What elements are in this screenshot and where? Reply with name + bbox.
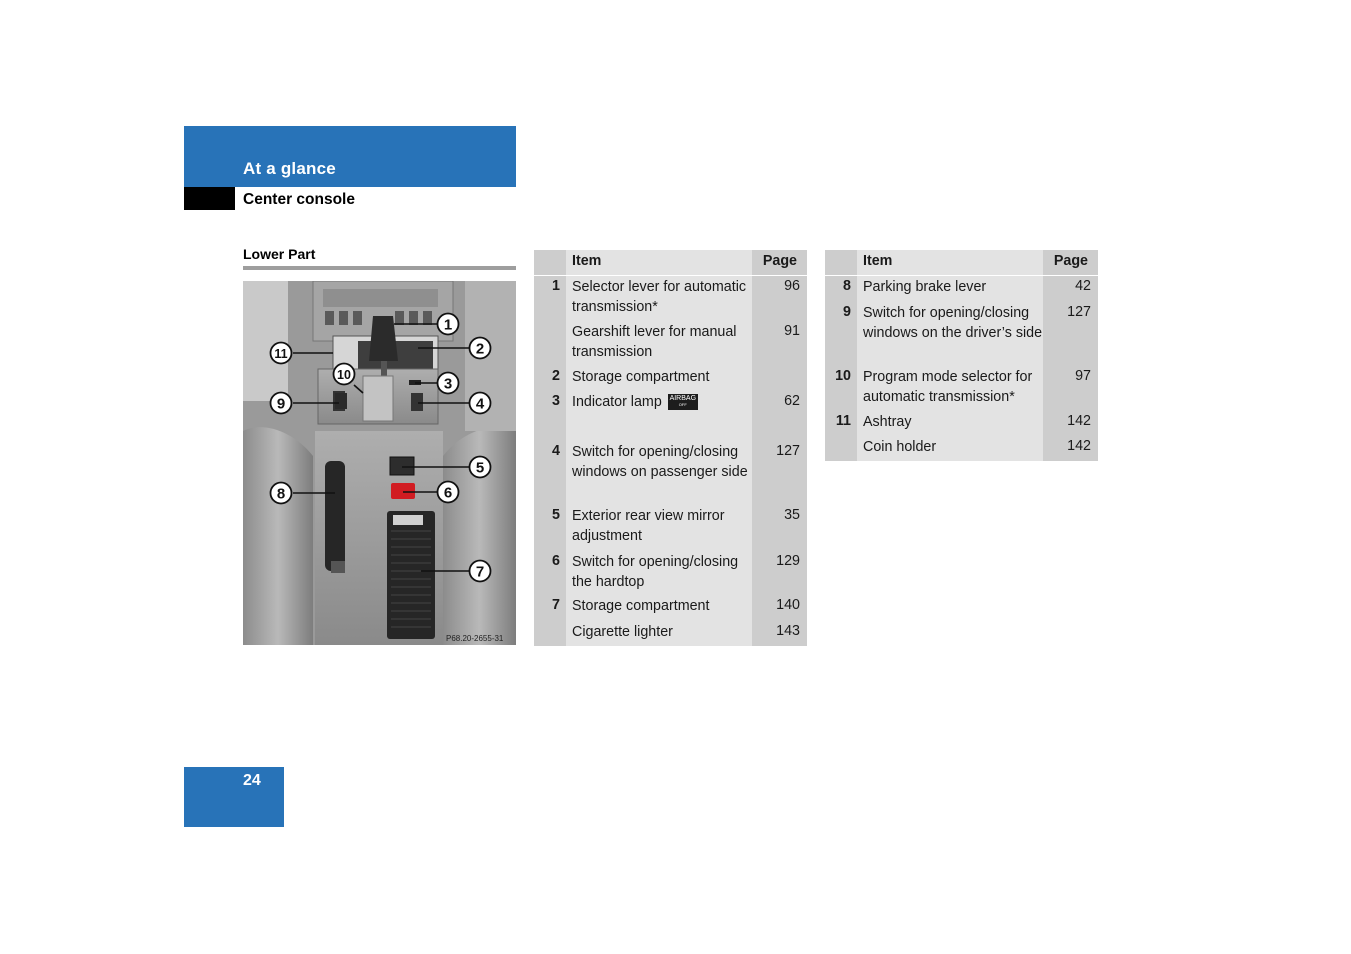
callout-8 xyxy=(271,483,292,504)
page-number: 24 xyxy=(243,772,261,789)
table-header xyxy=(534,250,807,276)
callout-4 xyxy=(470,393,491,414)
svg-text:5: 5 xyxy=(475,459,485,477)
callout-5 xyxy=(470,457,491,478)
svg-text:8: 8 xyxy=(276,485,286,503)
svg-text:6: 6 xyxy=(443,484,453,502)
header-page: Page xyxy=(762,253,797,269)
header-item: Item xyxy=(572,253,602,269)
figure-code: P68.20-2655-31 xyxy=(446,634,504,643)
header-page: Page xyxy=(1053,253,1088,269)
header-item: Item xyxy=(863,253,893,269)
items-table-left: Item Page 1 Selector lever for automatic transmission* 96 Gearshift lever for manual transmission 91 2 Storage compartment 3 Indicator lamp AIRBAG OFF 62 4 Switch for opening/closing windows on passenger side 127 5 Exterior rear view mirror adjustment 35 6 Switch for opening/closing the hardtop 129 7 Storage compartment 140 Cigarette lighter 143 xyxy=(534,250,807,646)
center-console-photo xyxy=(243,281,516,645)
callout-2 xyxy=(470,338,491,359)
svg-text:2: 2 xyxy=(475,340,485,358)
svg-text:9: 9 xyxy=(276,395,286,413)
svg-text:3: 3 xyxy=(443,375,453,393)
svg-text:4: 4 xyxy=(475,395,485,413)
section-rule xyxy=(243,266,516,270)
svg-text:10: 10 xyxy=(337,368,351,382)
section-marker xyxy=(184,187,235,210)
svg-text:11: 11 xyxy=(274,347,288,361)
svg-text:7: 7 xyxy=(475,563,485,581)
callout-7 xyxy=(470,561,491,582)
callout-6 xyxy=(438,482,459,503)
page-subtitle: Center console xyxy=(243,191,355,208)
svg-text:1: 1 xyxy=(443,316,453,334)
callout-11 xyxy=(271,343,292,364)
header-band xyxy=(184,126,516,187)
chapter-title: At a glance xyxy=(243,159,336,178)
table-header xyxy=(825,250,1098,276)
callout-10 xyxy=(334,364,355,385)
callout-9 xyxy=(271,393,292,414)
airbag-off-indicator-icon: AIRBAG OFF xyxy=(668,394,698,410)
callout-1 xyxy=(438,314,459,335)
items-table-right: Item Page 8 Parking brake lever 42 9 Switch for opening/closing windows on the driver’s side 127 10 Program mode selector for automatic transmission* 97 11 Ashtray 142 Coin holder 142 xyxy=(825,250,1098,461)
page-number-box xyxy=(184,767,284,827)
section-label: Lower Part xyxy=(243,246,316,262)
callout-3 xyxy=(438,373,459,394)
